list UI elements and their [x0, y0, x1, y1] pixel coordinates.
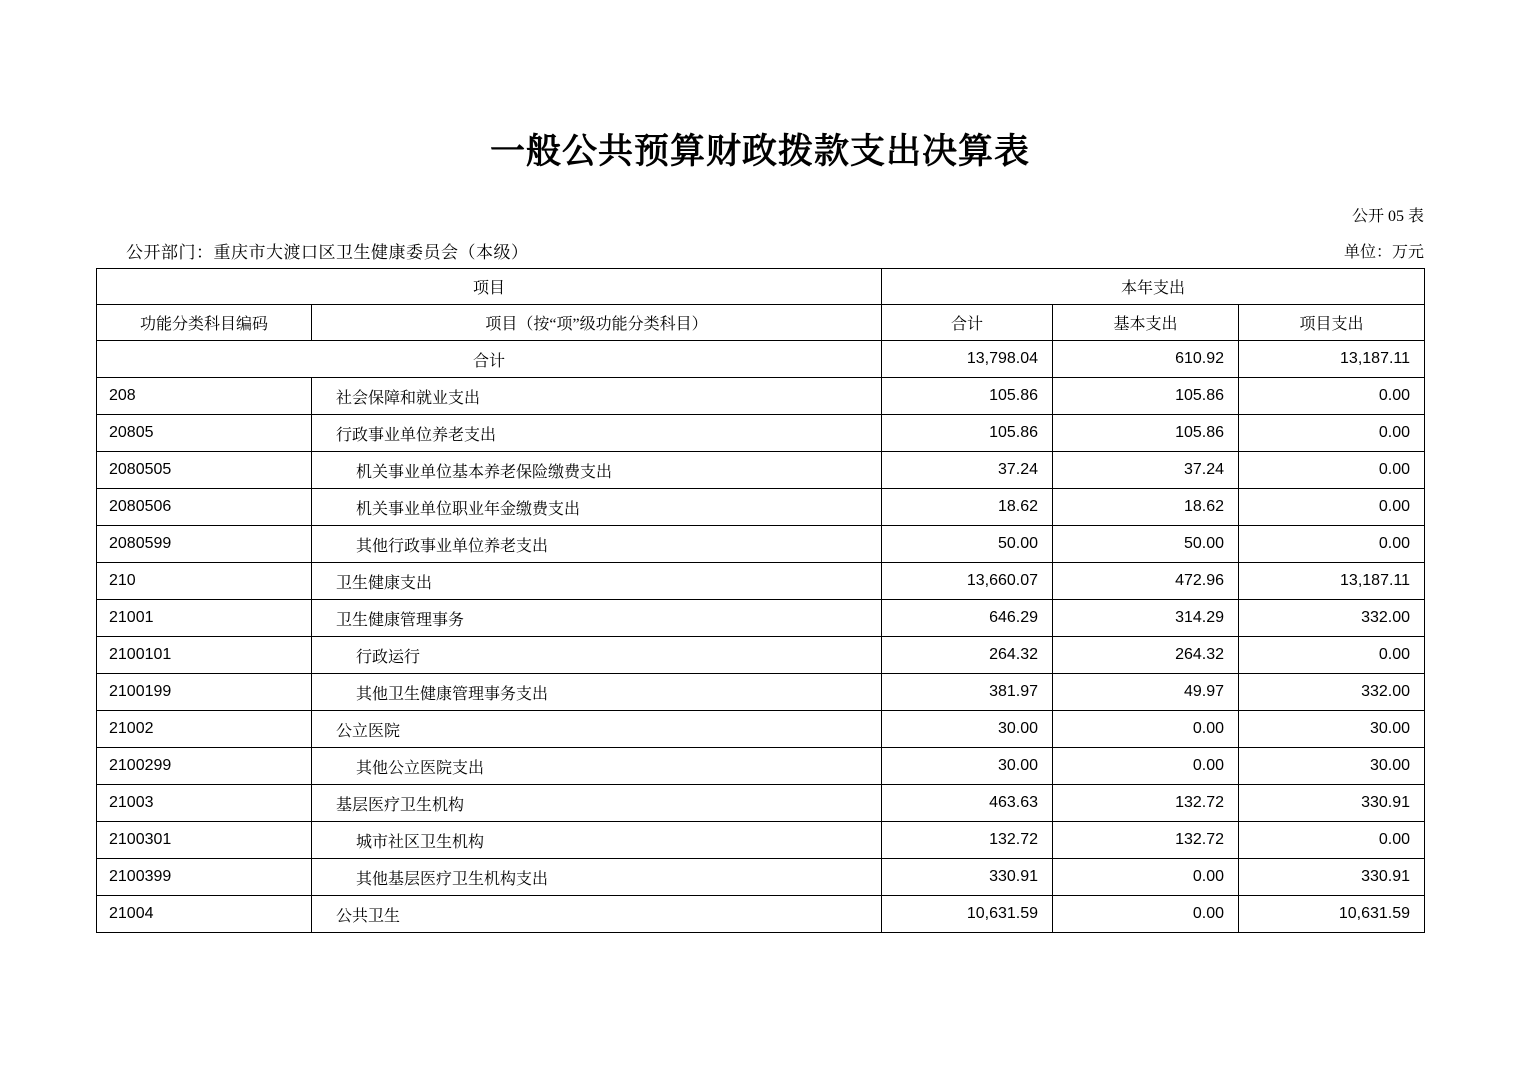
- page-title: 一般公共预算财政拨款支出决算表: [489, 132, 1030, 172]
- cell-project: 10,631.59: [1239, 896, 1425, 933]
- cell-total: 132.72: [882, 822, 1053, 859]
- cell-total: 330.91: [882, 859, 1053, 896]
- cell-code: 2080506: [97, 489, 312, 526]
- total-row-project: 13,187.11: [1239, 341, 1425, 378]
- cell-name: 行政运行: [312, 637, 882, 674]
- cell-basic: 37.24: [1053, 452, 1239, 489]
- cell-name: 基层医疗卫生机构: [312, 785, 882, 822]
- header-name: 项目（按“项”级功能分类科目）: [312, 305, 882, 341]
- cell-code: 210: [97, 563, 312, 600]
- cell-name: 机关事业单位基本养老保险缴费支出: [312, 452, 882, 489]
- cell-total: 264.32: [882, 637, 1053, 674]
- table-row: [97, 378, 1425, 415]
- cell-basic: 49.97: [1053, 674, 1239, 711]
- cell-basic: 314.29: [1053, 600, 1239, 637]
- cell-basic: 105.86: [1053, 415, 1239, 452]
- cell-name: 其他行政事业单位养老支出: [312, 526, 882, 563]
- cell-project: 30.00: [1239, 711, 1425, 748]
- cell-name: 行政事业单位养老支出: [312, 415, 882, 452]
- cell-total: 105.86: [882, 378, 1053, 415]
- cell-project: 330.91: [1239, 859, 1425, 896]
- table-row: [97, 748, 1425, 785]
- table-row: [97, 526, 1425, 563]
- cell-project: 0.00: [1239, 452, 1425, 489]
- cell-total: 18.62: [882, 489, 1053, 526]
- table-row: [97, 711, 1425, 748]
- total-row-basic: 610.92: [1053, 341, 1239, 378]
- cell-code: 21003: [97, 785, 312, 822]
- cell-name: 机关事业单位职业年金缴费支出: [312, 489, 882, 526]
- cell-project: 332.00: [1239, 600, 1425, 637]
- table-row-total: [97, 341, 1425, 378]
- cell-total: 30.00: [882, 711, 1053, 748]
- cell-code: 21001: [97, 600, 312, 637]
- cell-name: 公共卫生: [312, 896, 882, 933]
- table-row: [97, 600, 1425, 637]
- cell-name: 公立医院: [312, 711, 882, 748]
- form-number: 公开 05 表: [1351, 208, 1424, 225]
- cell-total: 463.63: [882, 785, 1053, 822]
- cell-total: 646.29: [882, 600, 1053, 637]
- cell-name: 卫生健康支出: [312, 563, 882, 600]
- cell-project: 0.00: [1239, 489, 1425, 526]
- cell-code: 2080505: [97, 452, 312, 489]
- cell-project: 13,187.11: [1239, 563, 1425, 600]
- cell-code: 2100301: [97, 822, 312, 859]
- table-row: [97, 415, 1425, 452]
- table-row: [97, 563, 1425, 600]
- cell-total: 381.97: [882, 674, 1053, 711]
- cell-code: 2080599: [97, 526, 312, 563]
- budget-table: [96, 268, 1425, 933]
- cell-basic: 0.00: [1053, 711, 1239, 748]
- cell-name: 其他卫生健康管理事务支出: [312, 674, 882, 711]
- cell-code: 2100199: [97, 674, 312, 711]
- cell-basic: 105.86: [1053, 378, 1239, 415]
- cell-name: 卫生健康管理事务: [312, 600, 882, 637]
- cell-basic: 132.72: [1053, 785, 1239, 822]
- table-header-row: [97, 305, 1425, 341]
- table-row: [97, 896, 1425, 933]
- cell-code: 21004: [97, 896, 312, 933]
- cell-basic: 472.96: [1053, 563, 1239, 600]
- cell-basic: 0.00: [1053, 859, 1239, 896]
- table-row: [97, 489, 1425, 526]
- table-row: [97, 452, 1425, 489]
- header-basic: 基本支出: [1053, 305, 1239, 341]
- table-header-group-row: [97, 269, 1425, 305]
- cell-basic: 132.72: [1053, 822, 1239, 859]
- cell-project: 332.00: [1239, 674, 1425, 711]
- cell-project: 0.00: [1239, 822, 1425, 859]
- header-current-year-group: 本年支出: [882, 269, 1425, 305]
- header-project: 项目支出: [1239, 305, 1425, 341]
- cell-code: 2100399: [97, 859, 312, 896]
- cell-total: 105.86: [882, 415, 1053, 452]
- cell-total: 30.00: [882, 748, 1053, 785]
- department-line: 公开部门：重庆市大渡口区卫生健康委员会（本级）: [126, 243, 529, 262]
- cell-total: 13,660.07: [882, 563, 1053, 600]
- total-row-label: 合计: [97, 341, 882, 378]
- cell-basic: 50.00: [1053, 526, 1239, 563]
- cell-total: 10,631.59: [882, 896, 1053, 933]
- cell-name: 其他基层医疗卫生机构支出: [312, 859, 882, 896]
- table-body: [97, 341, 1425, 933]
- cell-project: 0.00: [1239, 415, 1425, 452]
- table-row: [97, 785, 1425, 822]
- cell-name: 其他公立医院支出: [312, 748, 882, 785]
- unit-note: 单位：万元: [1343, 244, 1424, 261]
- cell-code: 20805: [97, 415, 312, 452]
- cell-code: 208: [97, 378, 312, 415]
- table-row: [97, 822, 1425, 859]
- cell-code: 2100101: [97, 637, 312, 674]
- table-row: [97, 674, 1425, 711]
- cell-basic: 264.32: [1053, 637, 1239, 674]
- header-code: 功能分类科目编码: [97, 305, 312, 341]
- cell-name: 城市社区卫生机构: [312, 822, 882, 859]
- header-project-group: 项目: [97, 269, 882, 305]
- cell-project: 0.00: [1239, 637, 1425, 674]
- cell-total: 50.00: [882, 526, 1053, 563]
- cell-total: 37.24: [882, 452, 1053, 489]
- total-row-total: 13,798.04: [882, 341, 1053, 378]
- cell-project: 0.00: [1239, 378, 1425, 415]
- table-row: [97, 859, 1425, 896]
- cell-project: 0.00: [1239, 526, 1425, 563]
- cell-project: 30.00: [1239, 748, 1425, 785]
- cell-code: 21002: [97, 711, 312, 748]
- cell-basic: 18.62: [1053, 489, 1239, 526]
- cell-basic: 0.00: [1053, 748, 1239, 785]
- cell-basic: 0.00: [1053, 896, 1239, 933]
- header-total: 合计: [882, 305, 1053, 341]
- cell-project: 330.91: [1239, 785, 1425, 822]
- cell-code: 2100299: [97, 748, 312, 785]
- table-row: [97, 637, 1425, 674]
- cell-name: 社会保障和就业支出: [312, 378, 882, 415]
